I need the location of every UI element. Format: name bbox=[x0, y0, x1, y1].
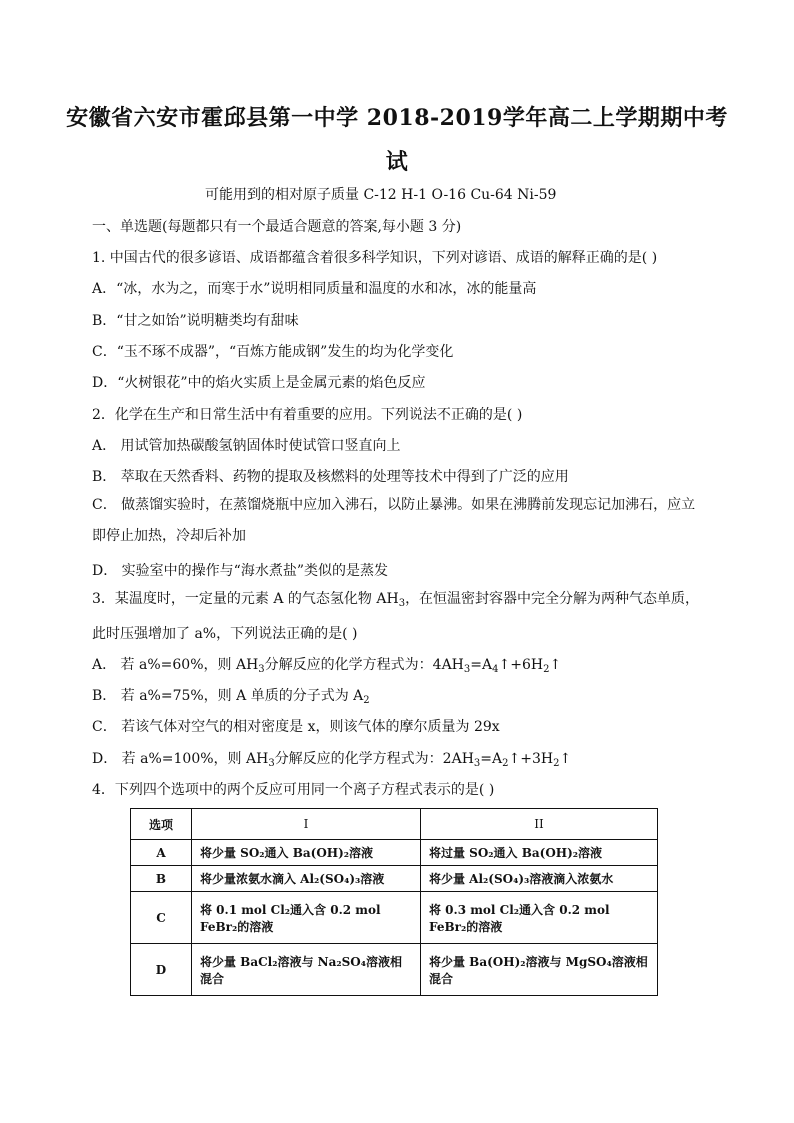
table-row bbox=[131, 840, 658, 866]
table-row bbox=[131, 892, 658, 944]
cell-ii: 将少量 Al₂(SO₄)₃溶液滴入浓氨水 bbox=[421, 866, 658, 892]
q1-option-c: C．“玉不琢不成器”，“百炼方能成钢”发生的均为化学变化 bbox=[92, 344, 454, 360]
cell-ii: 将 0.3 mol Cl₂通入含 0.2 mol FeBr₂的溶液 bbox=[421, 892, 658, 944]
header-i: I bbox=[192, 809, 421, 840]
q3-option-b: B． 若 a%=75%，则 A 单质的分子式为 $A_2$ bbox=[92, 688, 370, 706]
q3-option-a: A． 若 a%=60%，则 $AH_3$分解反应的化学方程式为：$4AH_3=A_4↑+6H_2↑$ bbox=[92, 657, 562, 675]
q3-stem-part1: 3．某温度时，一定量的元素 A 的气态氢化物 AH bbox=[92, 591, 399, 607]
row-label: D bbox=[131, 944, 192, 996]
header-option: 选项 bbox=[131, 809, 192, 840]
q1-option-a: A．“冰，水为之，而寒于水”说明相同质量和温度的水和冰，冰的能量高 bbox=[92, 281, 537, 297]
cell-ii: 将过量 SO₂通入 Ba(OH)₂溶液 bbox=[421, 840, 658, 866]
cell-i: 将少量 SO₂通入 Ba(OH)₂溶液 bbox=[192, 840, 421, 866]
q3-option-d: D． 若 a%=100%，则 $AH_3$分解反应的化学方程式为：$2AH_3=A_2↑+3H_2↑$ bbox=[92, 751, 572, 769]
q2-stem: 2．化学在生产和日常生活中有着重要的应用。下列说法不正确的是( ) bbox=[92, 407, 523, 423]
q2-option-d: D． 实验室中的操作与“海水煮盐”类似的是蒸发 bbox=[92, 563, 388, 579]
row-label: A bbox=[131, 840, 192, 866]
cell-i: 将少量浓氨水滴入 Al₂(SO₄)₃溶液 bbox=[192, 866, 421, 892]
q3-stem: 3．某温度时，一定量的元素 A 的气态氢化物 $AH_3$，在恒温密封容器中完全分解为两种气态单质，此时压强增加了 a%，下列说法正确的是( ) bbox=[92, 591, 700, 642]
q2-option-c: C． 做蒸馏实验时，在蒸馏烧瓶中应加入沸石，以防止暴沸。如果在沸腾前发现忘记加沸石，应立即停止加热，冷却后补加 bbox=[92, 497, 696, 544]
title-line-1: 安徽省六安市霍邱县第一中学 2018-2019学年高二上学期期中考 bbox=[66, 105, 728, 131]
q1-option-d: D．“火树银花”中的焰火实质上是金属元素的焰色反应 bbox=[92, 375, 426, 391]
row-label: C bbox=[131, 892, 192, 944]
q2-option-b: B． 萃取在天然香料、药物的提取及核燃料的处理等技术中得到了广泛的应用 bbox=[92, 469, 569, 485]
q1-stem: 1. 中国古代的很多谚语、成语都蕴含着很多科学知识，下列对谚语、成语的解释正确的是( ) bbox=[92, 250, 658, 266]
header-ii: II bbox=[421, 809, 658, 840]
row-label: B bbox=[131, 866, 192, 892]
cell-ii: 将少量 Ba(OH)₂溶液与 MgSO₄溶液相混合 bbox=[421, 944, 658, 996]
cell-i: 将少量 BaCl₂溶液与 Na₂SO₄溶液相混合 bbox=[192, 944, 421, 996]
table-row bbox=[131, 866, 658, 892]
exam-title bbox=[40, 96, 754, 184]
q2-option-a: A． 用试管加热碳酸氢钠固体时使试管口竖直向上 bbox=[92, 438, 401, 454]
q3-stem-part2: ，在恒温密封容器中完全分解为两种气态单质，此时压强增加了 a%，下列说法正确的是( ) bbox=[92, 591, 700, 642]
q1-option-b: B．“甘之如饴”说明糖类均有甜味 bbox=[92, 313, 299, 329]
q3-option-c: C． 若该气体对空气的相对密度是 x，则该气体的摩尔质量为 29x bbox=[92, 719, 500, 735]
section-heading: 一、单选题(每题都只有一个最适合题意的答案,每小题 3 分) bbox=[92, 219, 462, 235]
q4-stem: 4．下列四个选项中的两个反应可用同一个离子方程式表示的是( ) bbox=[92, 782, 495, 798]
table-row bbox=[131, 944, 658, 996]
cell-i: 将 0.1 mol Cl₂通入含 0.2 mol FeBr₂的溶液 bbox=[192, 892, 421, 944]
title-line-2: 试 bbox=[385, 149, 409, 175]
table-header-row bbox=[131, 809, 658, 840]
q4-options-table bbox=[130, 808, 658, 996]
atomic-masses: 可能用到的相对原子质量 C-12 H-1 O-16 Cu-64 Ni-59 bbox=[205, 187, 557, 203]
